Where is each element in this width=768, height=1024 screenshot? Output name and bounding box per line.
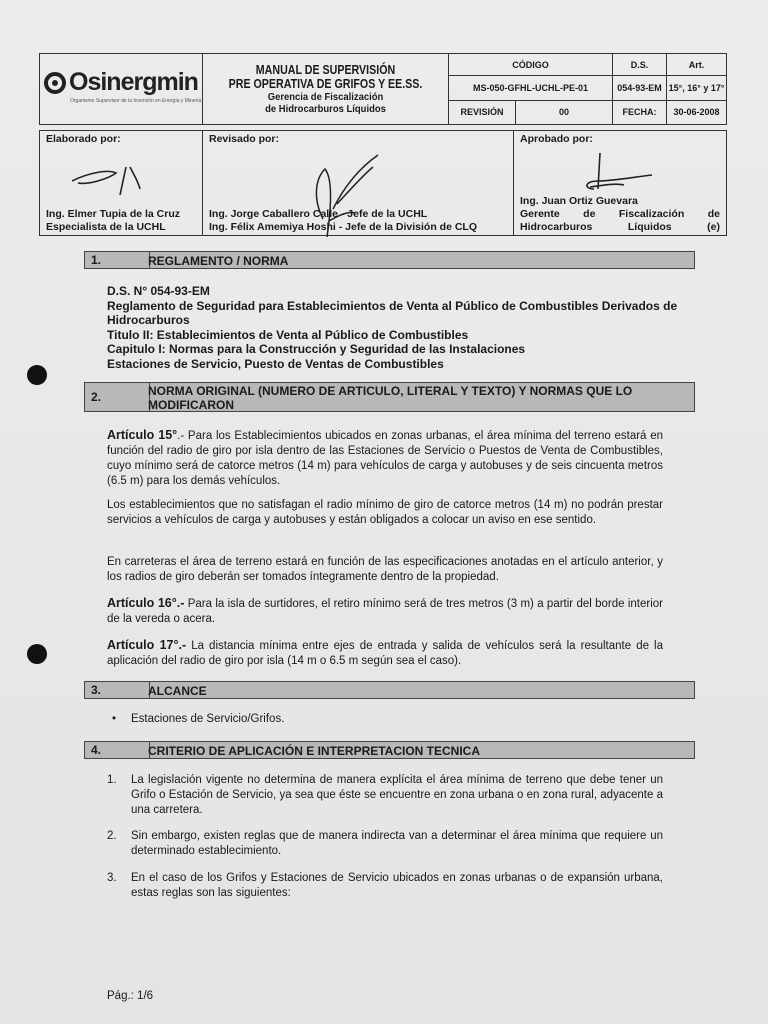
logo-subtitle: Organismo Supervisor de la Inversión en Energía y Minería bbox=[70, 98, 202, 104]
codigo-value: MS-050-GFHL-UCHL-PE-01 bbox=[449, 76, 613, 100]
osinergmin-logo bbox=[44, 68, 198, 97]
manual-title-cell bbox=[203, 54, 449, 125]
aprobado-label: Aprobado por: bbox=[520, 133, 593, 145]
section-title: ALCANCE bbox=[148, 684, 207, 698]
paragraph: Los establecimientos que no satisfagan el radio mínimo de giro de catorce metros (14 m) no podrán prestar servicios a vehículos de carga y autobuses y están obligados a colocar un aviso en ese sentido. bbox=[107, 499, 663, 526]
header-table bbox=[39, 53, 727, 125]
estaciones-line: Estaciones de Servicio, Puesto de Ventas de Combustibles bbox=[107, 356, 444, 371]
elaborado-name: Ing. Elmer Tupia de la Cruz bbox=[46, 208, 180, 220]
article-16-text: Para la isla de surtidores, el retiro mínimo será de tres metros (3 m) a partir del borde interior de la vereda o acera. bbox=[107, 598, 664, 625]
manual-title-line1: MANUAL DE SUPERVISIÓN bbox=[255, 61, 396, 77]
list-item-text: En el caso de los Grifos y Estaciones de Servicio ubicados en zonas urbanas o de expansión urbana, estas reglas son las siguientes: bbox=[131, 872, 663, 899]
article-16-paragraph bbox=[107, 596, 663, 627]
aprobado-name: Ing. Juan Ortiz Guevara bbox=[520, 195, 638, 207]
titulo-line: Titulo II: Establecimientos de Venta al Público de Combustibles bbox=[107, 327, 469, 342]
manual-title-line4: de Hidrocarburos Líquidos bbox=[265, 102, 386, 115]
logo-text: Osinergmin bbox=[69, 68, 198, 96]
article-15-label: Artículo 15° bbox=[107, 428, 178, 442]
fecha-label: FECHA: bbox=[613, 100, 667, 124]
article-17-text: La distancia mínima entre ejes de entrada y salida de vehículos será la resultante de la aplicación del radio de giro por isla (14 m o 6.5 m según sea el caso). bbox=[107, 640, 664, 667]
section-number: 1. bbox=[85, 252, 150, 268]
art-label: Art. bbox=[667, 54, 727, 76]
signature-image bbox=[68, 151, 148, 201]
page-number: Pág.: 1/6 bbox=[107, 990, 154, 1002]
list-item-text: Estaciones de Servicio/Grifos. bbox=[131, 713, 285, 725]
ds-number: D.S. N° 054-93-EM bbox=[107, 284, 210, 298]
aprobado-role: Gerente de Fiscalización de Hidrocarburos Líquidos (e) bbox=[520, 208, 720, 233]
article-15-paragraph bbox=[107, 428, 663, 489]
section-1-header bbox=[84, 251, 695, 269]
paragraph: En carreteras el área de terreno estará en función de las especificaciones anotadas en el artículo anterior, y los radios de giro deberán ser tomados íntegramente dentro de la propiedad. bbox=[107, 556, 663, 583]
bullet-icon: • bbox=[112, 713, 117, 725]
list-number: 1. bbox=[107, 774, 117, 786]
section-4-header bbox=[84, 741, 695, 759]
article-17-label: Artículo 17°.- bbox=[107, 638, 187, 652]
section-title: REGLAMENTO / NORMA bbox=[148, 254, 289, 268]
section-number: 4. bbox=[85, 742, 150, 758]
aprobado-cell bbox=[514, 131, 727, 236]
signatures-table bbox=[39, 130, 727, 236]
elaborado-cell bbox=[40, 131, 203, 236]
punch-hole bbox=[27, 365, 47, 385]
article-17-paragraph bbox=[107, 638, 663, 669]
reglamento-title: Reglamento de Seguridad para Establecimientos de Venta al Público de Combustibles Derivados de Hidrocarburos bbox=[107, 298, 678, 327]
section-3-header bbox=[84, 681, 695, 699]
section-2-header bbox=[84, 382, 695, 412]
revisado-label: Revisado por: bbox=[209, 133, 280, 145]
ds-label: D.S. bbox=[613, 54, 667, 76]
revision-label: REVISIÓN bbox=[449, 100, 516, 124]
logo-mark-icon bbox=[44, 72, 66, 94]
list-item-text: Sin embargo, existen reglas que de manera indirecta van a determinar el área mínima que requiere un determinado establecimiento. bbox=[131, 830, 663, 857]
list-item-text: La legislación vigente no determina de manera explícita el área mínima de terreno que debe tener un Grifo o Estación de Servicio, ya sea que éste se encuentre en zona urbana o en zona rural, adyacente a una carretera. bbox=[131, 774, 663, 816]
elaborado-label: Elaborado por: bbox=[46, 133, 121, 145]
section-number: 2. bbox=[85, 383, 150, 411]
revision-value: 00 bbox=[516, 100, 613, 124]
revisado-cell bbox=[203, 131, 514, 236]
capitulo-line: Capitulo I: Normas para la Construcción y Seguridad de las Instalaciones bbox=[107, 342, 526, 356]
list-number: 2. bbox=[107, 830, 117, 842]
punch-hole bbox=[27, 644, 47, 664]
signature-image bbox=[554, 149, 654, 197]
revisado-name-2: Ing. Félix Amemiya Hoshi - Jefe de la División de CLQ bbox=[209, 221, 478, 233]
manual-title-line2: PRE OPERATIVA DE GRIFOS Y EE.SS. bbox=[228, 76, 423, 92]
article-15-text: .- Para los Establecimientos ubicados en zonas urbanas, el área mínima del terreno estará en función del radio de giro por isla dentro de las Estaciones de Servicio o Puestos de Venta de Combustibles, cuyo mínimo será de catorce metros (14 m) para vehículos de carga y autobuses y de seis cincuenta metros (6.5 m) para los demás vehículos. bbox=[107, 430, 663, 487]
manual-title-line3: Gerencia de Fiscalización bbox=[267, 90, 384, 103]
reglamento-block bbox=[107, 284, 687, 371]
codigo-label: CÓDIGO bbox=[449, 54, 613, 76]
list-number: 3. bbox=[107, 872, 117, 884]
logo-cell bbox=[40, 54, 203, 125]
section-number: 3. bbox=[85, 682, 150, 698]
elaborado-role: Especialista de la UCHL bbox=[46, 221, 166, 233]
section-title: NORMA ORIGINAL (NUMERO DE ARTICULO, LITERAL Y TEXTO) Y NORMAS QUE LO MODIFICARON bbox=[148, 384, 633, 412]
fecha-value: 30-06-2008 bbox=[667, 100, 727, 124]
article-16-label: Artículo 16°.- bbox=[107, 596, 185, 610]
art-value: 15°, 16° y 17° bbox=[667, 76, 727, 100]
ds-value: 054-93-EM bbox=[613, 76, 667, 100]
section-title: CRITERIO DE APLICACIÓN E INTERPRETACION TECNICA bbox=[148, 744, 481, 758]
revisado-name-1: Ing. Jorge Caballero Calle - Jefe de la UCHL bbox=[209, 208, 428, 220]
